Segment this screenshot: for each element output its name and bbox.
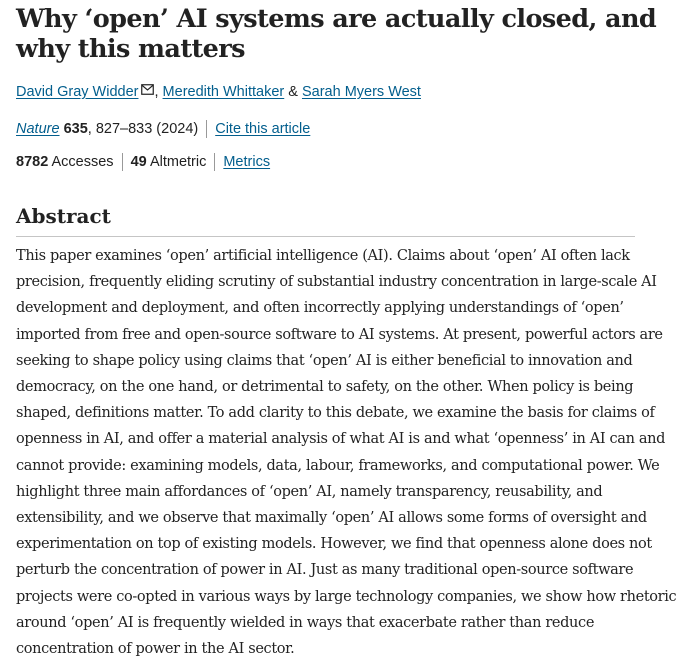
abstract-line: precision, frequently eliding scrutiny of substantial industry concentration in large-scale AI [16,274,657,291]
abstract-line: perturb the concentration of power in AI. Just as many traditional open-source software [16,562,634,579]
author-link-widder[interactable]: David Gray Widder [16,84,139,100]
accesses-count: 8782 [16,154,49,170]
article-title: Why ‘open’ AI systems are actually closed, and why this matters [16,4,657,64]
email-icon[interactable] [141,81,154,101]
metrics-link[interactable]: Metrics [223,154,271,170]
abstract-line: experimentation on top of existing models. However, we find that openness alone does not [16,536,652,553]
divider [214,153,215,171]
abstract-line: This paper examines ‘open’ artificial intelligence (AI). Claims about ‘open’ AI often lack [16,248,630,264]
abstract-line: cannot provide: examining models, data, labour, frameworks, and computational power. We [16,457,660,474]
abstract-line: extensibility, and we observe that maximally ‘open’ AI allows some forms of oversight and [16,510,647,527]
section-divider [16,236,635,237]
citation-line [16,119,310,139]
author-separator-comma: , [154,84,159,100]
abstract-heading: Abstract [16,204,111,228]
abstract-line: projects were co-opted in various ways by large technology companies, we show how rhetoric [16,588,677,605]
author-separator-ampersand: & [288,84,298,100]
altmetric-score: 49 [130,154,147,170]
abstract-line: democracy, on the one hand, or detrimental to safety, on the other. When policy is being [16,379,634,396]
divider [122,153,123,171]
author-link-whittaker[interactable]: Meredith Whittaker [162,84,285,100]
volume-number: 635 [63,121,88,137]
metrics-line [16,152,270,172]
abstract-line: development and deployment, and often incorrectly applying understandings of ‘open’ [16,300,624,317]
divider [206,120,207,138]
abstract-line: openness in AI, and offer a material analysis of what AI is and what ‘openness’ in AI can and [16,431,666,448]
author-list [16,82,421,102]
abstract-line: highlight three main affordances of ‘open’ AI, namely transparency, reusability, and [16,483,603,500]
abstract-line: shaped, definitions matter. To add clarity to this debate, we examine the basis for claims of [16,405,655,422]
accesses-label: Accesses [51,154,114,170]
abstract-line: seeking to shape policy using claims that ‘open’ AI is either beneficial to innovation and [16,352,633,369]
journal-link[interactable]: Nature [16,121,60,137]
author-link-west[interactable]: Sarah Myers West [301,84,421,100]
cite-article-link[interactable]: Cite this article [215,121,311,137]
abstract-line: around ‘open’ AI is frequently wielded in ways that exacerbate rather than reduce [16,614,595,631]
abstract-line: imported from free and open-source software to AI systems. At present, powerful actors are [16,326,663,343]
abstract-text [16,243,676,662]
altmetric-label: Altmetric [149,154,207,170]
abstract-line: concentration of power in the AI sector. [16,641,295,658]
page-range: , 827–833 (2024) [87,121,199,137]
